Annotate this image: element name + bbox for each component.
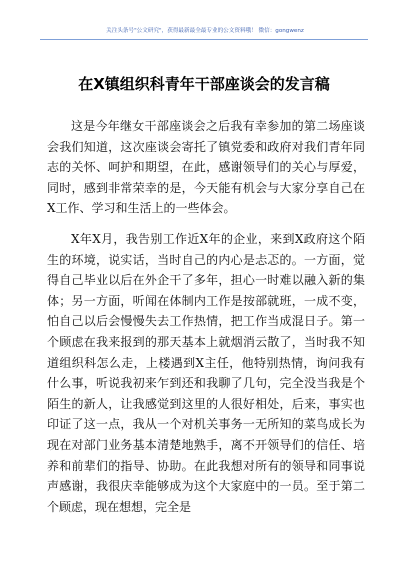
- body-paragraph: X年X月，我告别工作近X年的企业，来到X政府这个陌生的环境，说实话，当时自己的内心是忐忑的。一方面，觉得自己毕业以后在外企干了多年，担心一时难以融入新的集体；另一方面，听闻在体制内工作是按部就班，一成不变，怕自己以后会慢慢失去工作热情，把工作当成混日子。第一个顾虑在我来报到的那天基本上就烟消云散了，当时我不知道组织科怎么走，上楼遇到X主任，他特别热情，询问我有什么事，听说我初来乍到还和我聊了几句，完全没当我是个陌生的新人，让我感觉到这里的人很好相处，后来，事实也印证了这一点，我从一个对机关事务一无所知的菜鸟成长为现在对部门业务基本清楚地熟手，离不开领导们的信任、培养和前辈们的指导、协助。在此我想对所有的领导和同事说声感谢，我很庆幸能够成为这个大家庭中的一员。至于第二个顾虑，现在想想，完全是: [47, 231, 365, 514]
- header-divider: [40, 39, 368, 40]
- body-paragraph: 这是今年继女干部座谈会之后我有幸参加的第二场座谈会我们知道，这次座谈会寄托了镇党委和政府对我们青年同志的关怀、呵护和期望，在此，感谢领导们的关心与厚爱，同时，感到非常荣幸的是，今天能有机会与大家分享自己在X工作、学习和生活上的一些体会。: [47, 119, 365, 216]
- document-title: 在X镇组织科青年干部座谈会的发言稿: [78, 75, 330, 93]
- header-promo-note: 关注头条号"公文研究"，获得最新最全最专业的公文资料哦！ 微信：gongwenz: [106, 28, 304, 34]
- document-body: [47, 116, 365, 517]
